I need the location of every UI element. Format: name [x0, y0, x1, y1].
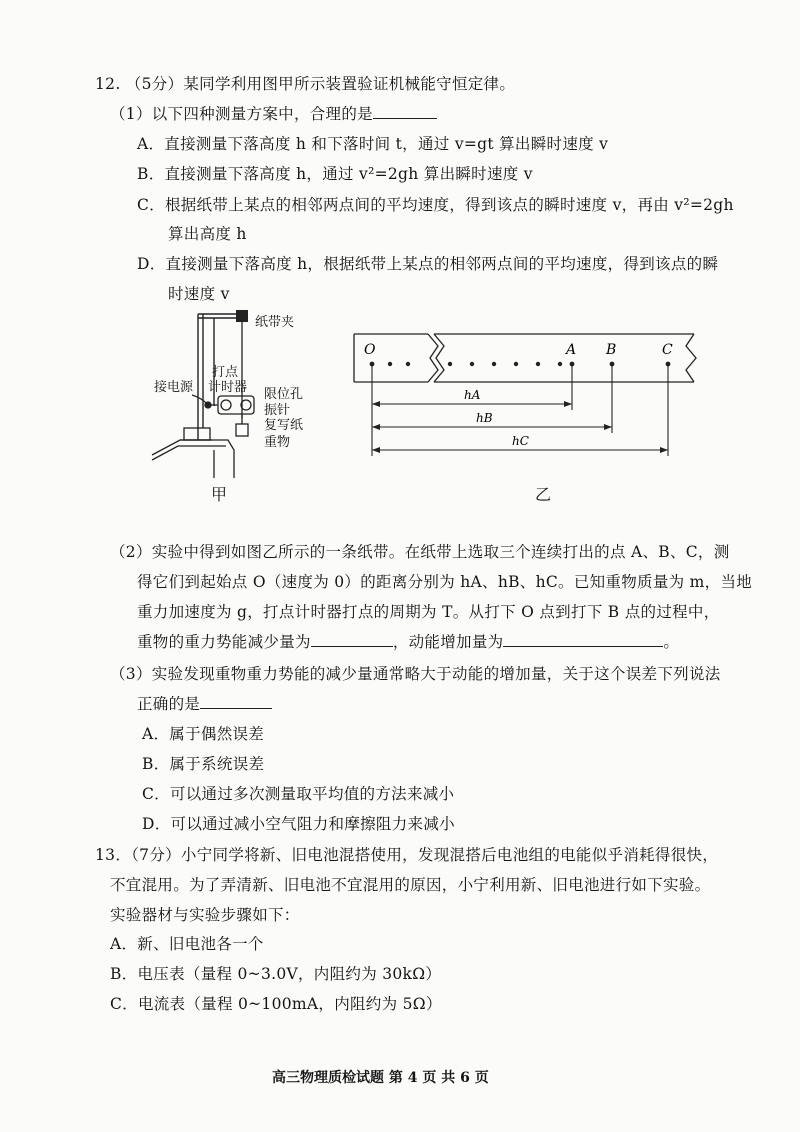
q12-part1-option-a: A．直接测量下落高度 h 和下落时间 t，通过 v=gt 算出瞬时速度 v [137, 135, 609, 153]
tape-point [370, 362, 375, 367]
tape-point [448, 362, 452, 366]
q12-part3-line1: （3）实验发现重物重力势能的减少量通常略大于动能的增加量，关于这个误差下列说法 [110, 665, 721, 683]
tape-point [536, 362, 540, 366]
answer-blank-kinetic[interactable] [503, 632, 663, 647]
q12-part2-line4 [137, 630, 679, 652]
q12-part2-line2: 得它们到起始点 O（速度为 0）的距离分别为 hA、hB、hC。已知重物质量为 m，当地 [137, 573, 753, 591]
q12-part1-stem-text: （1）以下四种测量方案中，合理的是 [110, 105, 373, 123]
tape-point [514, 362, 518, 366]
tape-point [570, 362, 575, 367]
tape-dots [370, 362, 671, 367]
answer-blank[interactable] [200, 694, 272, 709]
q12-part3-option-d: D．可以通过减小空气阻力和摩擦阻力来减小 [142, 815, 455, 833]
tape-point [406, 362, 410, 366]
q13-line1: 13．（7分）小宁同学将新、旧电池混搭使用，发现混搭后电池组的电能似乎消耗得很快， [95, 846, 719, 864]
tape-point [388, 362, 392, 366]
point-label-c: C [662, 342, 673, 358]
q12-part3-option-b: B．属于系统误差 [142, 755, 265, 773]
tape-outline [354, 334, 696, 382]
q13-line3: 实验器材与实验步骤如下： [110, 906, 300, 924]
label-clip: 纸带夹 [255, 315, 295, 330]
distance-label-hc: hC [512, 434, 529, 448]
label-hole: 限位孔 [264, 387, 304, 402]
tape-point [610, 362, 615, 367]
q12-title: 12. （5分）某同学利用图甲所示装置验证机械能守恒定律。 [95, 75, 516, 93]
q12-part2-text-a: 重物的重力势能减少量为 [137, 633, 311, 651]
label-timer-2: 计时器 [208, 380, 248, 395]
point-label-o: O [364, 342, 376, 358]
caption-jia: 甲 [211, 485, 228, 504]
label-timer-1: 打点 [212, 365, 239, 380]
q12-part3-stem: 正确的是 [137, 695, 201, 713]
q12-part3-option-c: C．可以通过多次测量取平均值的方法来减小 [142, 785, 455, 803]
table [152, 440, 234, 478]
q12-part1-option-c: C．根据纸带上某点的相邻两点间的平均速度，得到该点的瞬时速度 v，再由 v²=2gh [137, 196, 734, 214]
q12-part1-option-d-cont: 时速度 v [168, 285, 230, 303]
label-weight: 重物 [264, 435, 291, 450]
q12-part3-line2 [137, 692, 272, 714]
answer-blank[interactable] [373, 104, 437, 119]
q12-part3-option-a: A．属于偶然误差 [142, 725, 265, 743]
q12-part2-line3: 重力加速度为 g，打点计时器打点的周期为 T。从打下 O 点到打下 B 点的过程中， [137, 603, 720, 621]
q13-item-b: B．电压表（量程 0~3.0V，内阻约为 30kΩ） [110, 965, 442, 983]
label-power: 接电源 [154, 380, 194, 395]
tape-figure [350, 330, 710, 465]
tape-clip [236, 310, 248, 322]
tape-point [666, 362, 671, 367]
q12-part2-text-c: 。 [663, 633, 680, 651]
q12-part1-stem [110, 102, 437, 124]
caption-yi: 乙 [535, 485, 552, 504]
point-label-b: B [606, 342, 617, 358]
tape-point [492, 362, 496, 366]
tape-point [470, 362, 474, 366]
stand-base [180, 428, 212, 440]
q12-part2-text-b: ，动能增加量为 [392, 633, 504, 651]
q12-part1-option-b: B．直接测量下落高度 h，通过 v²=2gh 算出瞬时速度 v [137, 165, 533, 183]
point-label-a: A [566, 342, 577, 358]
tape-point [558, 362, 562, 366]
answer-blank-potential[interactable] [311, 632, 393, 647]
q12-part1-option-d: D．直接测量下落高度 h，根据纸带上某点的相邻两点间的平均速度，得到该点的瞬 [137, 255, 719, 273]
q13-item-a: A．新、旧电池各一个 [110, 935, 264, 953]
weight [236, 414, 248, 436]
timer [205, 396, 254, 414]
q12-part1-option-c-cont: 算出高度 h [168, 225, 247, 243]
q13-line2: 不宜混用。为了弄清新、旧电池不宜混用的原因，小宁利用新、旧电池进行如下实验。 [110, 876, 711, 894]
distance-label-hb: hB [476, 411, 493, 425]
q12-part2-line1: （2）实验中得到如图乙所示的一条纸带。在纸带上选取三个连续打出的点 A、B、C，测 [110, 543, 730, 561]
label-needle: 振针 [264, 403, 291, 418]
label-carbon: 复写纸 [264, 418, 304, 433]
page-footer: 高三物理质检试题 第 4 页 共 6 页 [272, 1070, 489, 1086]
distance-label-ha: hA [464, 388, 481, 402]
q13-item-c: C．电流表（量程 0~100mA，内阻约为 5Ω） [110, 995, 442, 1013]
